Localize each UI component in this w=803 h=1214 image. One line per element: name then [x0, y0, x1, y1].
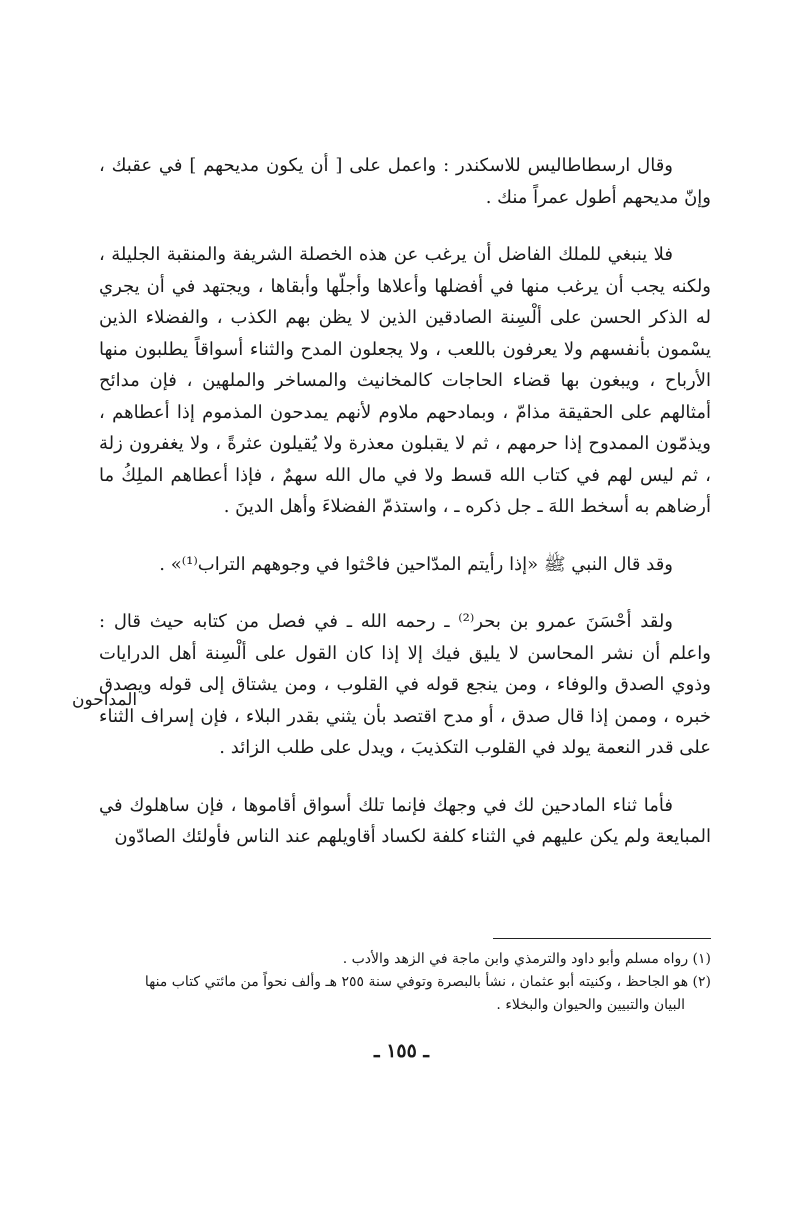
paragraph-praisers: فأما ثناء المادحين لك في وجهك فإنما تلك أسواق أقاموها ، فإن ساهلوك في المبايعة ولم يكن عليهم في الثناء كلفة لكساد أقاويلهم عند الناس فأولئك الصادّون	[99, 794, 711, 847]
paragraph-praise-of-king: فلا ينبغي للملك الفاضل أن يرغب عن هذه الخصلة الشريفة والمنقبة الجليلة ، ولكنه يجب أن يرغب منها في أفضلها وأعلاها وأجلّها وأبقاها ، ويجتهد في أن يجري له الذكر الحسن على ألْسِنة الصادقين الذين لا يظن بهم الكذب ، والفضلاء الذين يسْمون بأنفسهم ولا يعرفون باللعب ، ولا يجعلون المدح والثناء أسواقاً يطلبون منها الأرباح ، ويبغون بها قضاء الحاجات كالمخانيث والمساخر والملهين ، فإن مدائح أمثالهم على الحقيقة مذامّ ، وبمادحهم ملاوم لأنهم يمدحون المذموم إذا أعطاهم ، ويذمّون الممدوح إذا حرمهم ، ثم لا يقبلون معذرة ولا يُقيلون عثرةً ، ولا يغفرون زلة ، ثم ليس لهم في كتاب الله قسط ولا في مال الله سهمٌ ، فإذا أعطاهم الملِكُ ما أرضاهم به أسخط اللهَ ـ جل ذكره ـ ، واستذمّ الفضلاءَ وأهل الدينَ .	[99, 244, 711, 517]
footnote-2: (٢) هو الجاحظ ، وكنيته أبو عثمان ، نشأ بالبصرة وتوفي سنة ٢٥٥ هـ وألف نحواً من مائتي كتاب منها	[144, 974, 711, 990]
main-text	[99, 150, 711, 853]
paragraph-hadith: وقد قال النبي ﷺ «إذا رأيتم المدّاحين فاحْثوا في وجوههم التراب⁽¹⁾» .	[159, 553, 673, 575]
footnotes	[99, 948, 711, 1017]
margin-heading: المداحون	[72, 690, 138, 710]
page-number: ـ ١٥٥ ـ	[374, 1040, 429, 1062]
paragraph-aristotle: وقال ارسطاطاليس للاسكندر : واعمل على [ أن يكون مديحهم ] في عقبك ، وإنّ مديحهم أطول عمراً منك .	[99, 155, 711, 208]
footnote-1: (١) رواه مسلم وأبو داود والترمذي وابن ماجة في الزهد والأدب .	[342, 951, 711, 967]
paragraph-jahiz-quote: ولقد أحْسَنَ عمرو بن بحر⁽²⁾ ـ رحمه الله ـ في فصل من كتابه حيث قال : واعلم أن نشر المحاسن لا يليق فيك إلا إذا كان القول على ألْسِنة أهل الدرايات وذوي الصدق والوفاء ، ومن ينجع قوله في القلوب ، ومن يشتاق إلى قوله ويصدق خبره ، وممن إذا قال صدق ، أو مدح اقتصد بأن يثني بقدر البلاء ، فإن إسراف الثناء على قدر النعمة يولد في القلوب التكذيبَ ، ويدل على طلب الزائد .	[99, 611, 711, 758]
footnote-2-continuation: البيان والتبيين والحيوان والبخلاء .	[496, 997, 685, 1013]
footnote-divider	[493, 938, 711, 939]
